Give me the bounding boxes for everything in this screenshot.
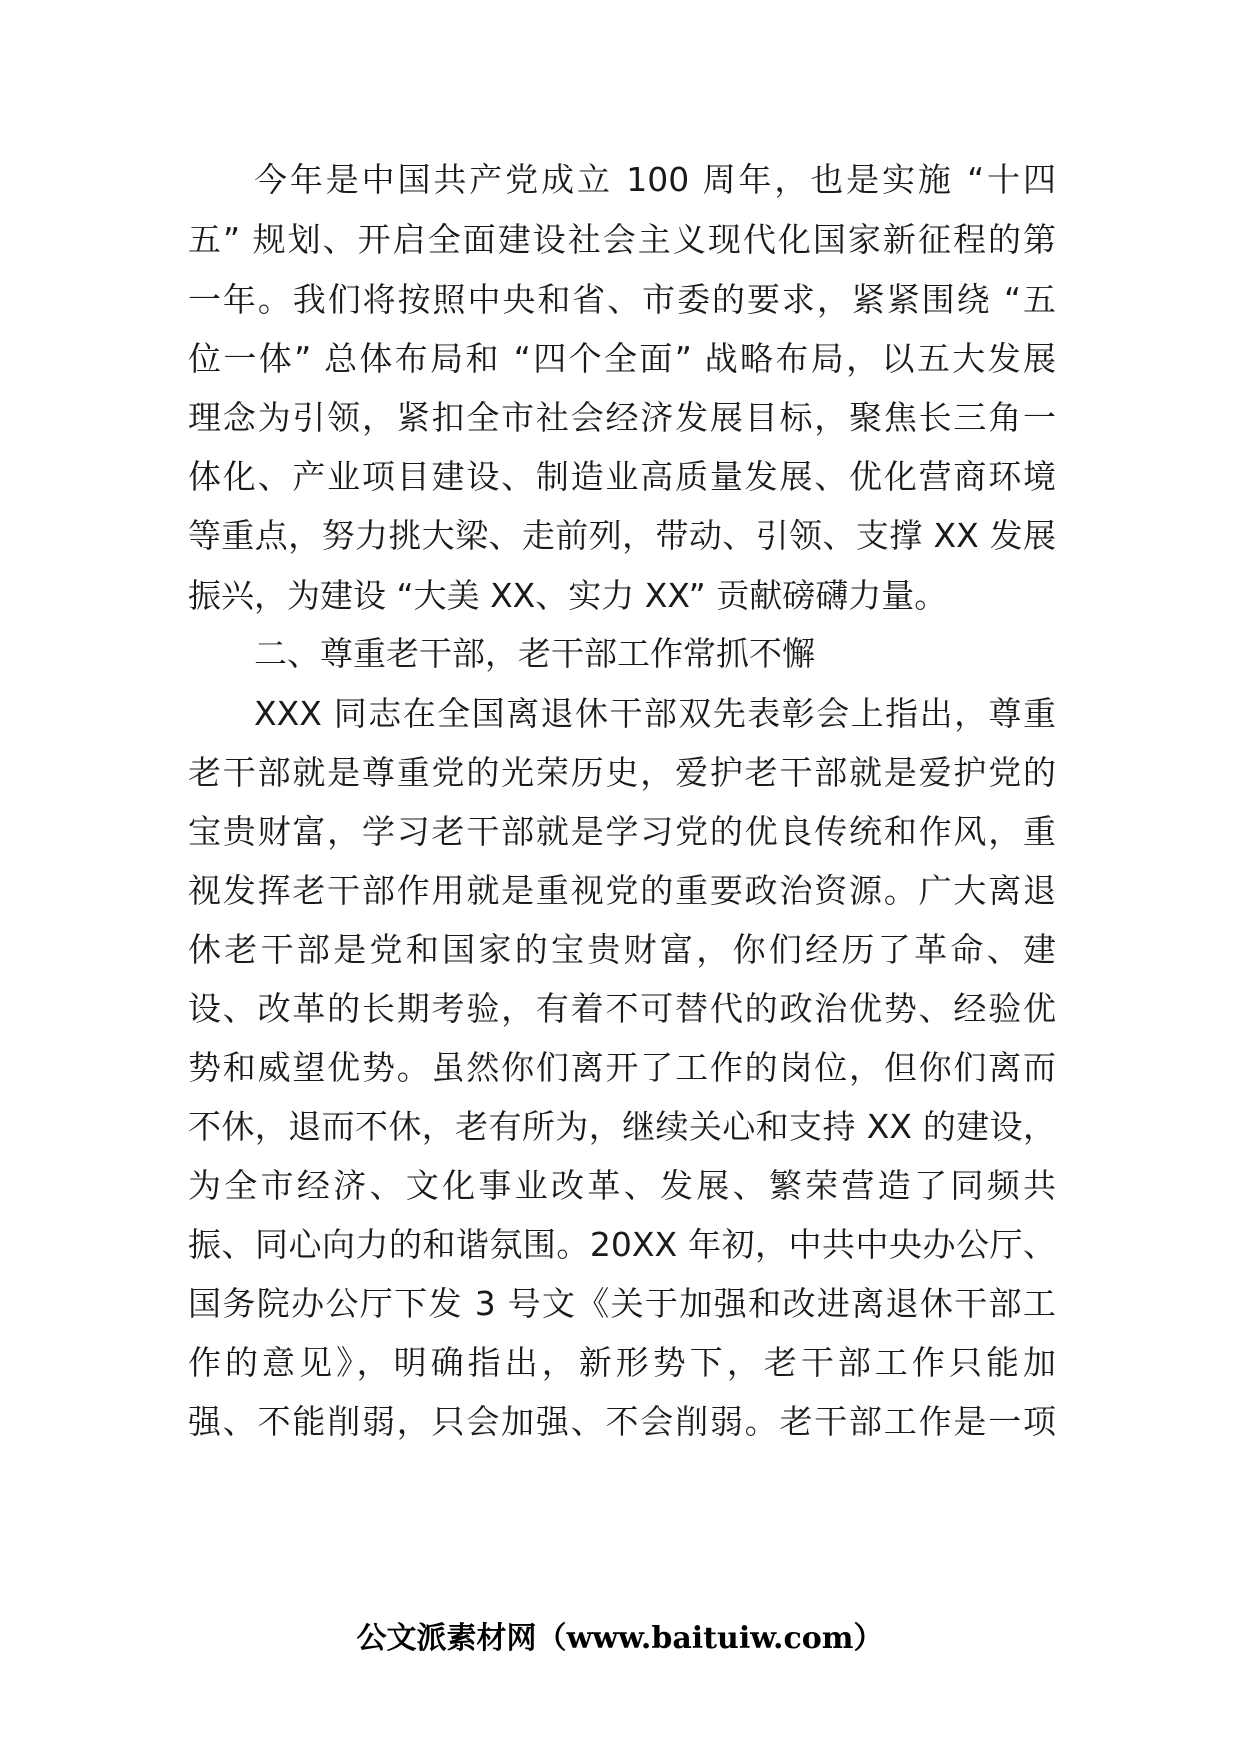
paragraph-2-line-10: 振、同心向力的和谐氛围。20XX 年初，中共中央办公厅、	[188, 1225, 1056, 1264]
paragraph-2-line-4: 视发挥老干部作用就是重视党的重要政治资源。广大离退	[188, 871, 1056, 910]
paragraph-1-line-3: 一年。我们将按照中央和省、市委的要求，紧紧围绕 “五	[188, 280, 1056, 319]
paragraph-2-line-6: 设、改革的长期考验，有着不可替代的政治优势、经验优	[188, 989, 1056, 1028]
paragraph-2-line-11: 国务院办公厅下发 3 号文《关于加强和改进离退休干部工	[188, 1284, 1056, 1323]
paragraph-2-line-7: 势和威望优势。虽然你们离开了工作的岗位，但你们离而	[188, 1048, 1056, 1087]
paragraph-1-line-6: 体化、产业项目建设、制造业高质量发展、优化营商环境	[188, 457, 1056, 496]
paragraph-2-line-2: 老干部就是尊重党的光荣历史，爱护老干部就是爱护党的	[188, 753, 1056, 792]
paragraph-2-line-3: 宝贵财富，学习老干部就是学习党的优良传统和作风，重	[188, 812, 1056, 851]
paragraph-2-line-9: 为全市经济、文化事业改革、发展、繁荣营造了同频共	[188, 1166, 1056, 1205]
paragraph-1-line-7: 等重点，努力挑大梁、走前列，带动、引领、支撑 XX 发展	[188, 516, 1056, 555]
paragraph-1-line-5: 理念为引领，紧扣全市社会经济发展目标，聚焦长三角一	[188, 398, 1056, 437]
paragraph-2-line-12: 作的意见》，明确指出，新形势下，老干部工作只能加	[188, 1343, 1056, 1382]
paragraph-2-line-1: XXX 同志在全国离退休干部双先表彰会上指出，尊重	[254, 694, 1056, 733]
paragraph-2-line-5: 休老干部是党和国家的宝贵财富，你们经历了革命、建	[188, 930, 1056, 969]
paragraph-1-line-1: 今年是中国共产党成立 100 周年，也是实施 “十四	[254, 160, 1056, 199]
paragraph-1-line-4: 位一体” 总体布局和 “四个全面” 战略布局，以五大发展	[188, 339, 1056, 378]
section-heading: 二、尊重老干部，老干部工作常抓不懈	[254, 634, 815, 673]
footer-source: 公文派素材网（www.baituiw.com）	[356, 1621, 884, 1656]
paragraph-1-line-2: 五” 规划、开启全面建设社会主义现代化国家新征程的第	[188, 220, 1056, 259]
paragraph-2-line-8: 不休，退而不休，老有所为，继续关心和支持 XX 的建设，	[188, 1107, 1056, 1146]
paragraph-2-line-13: 强、不能削弱，只会加强、不会削弱。老干部工作是一项	[188, 1402, 1056, 1441]
paragraph-1-line-8: 振兴，为建设 “大美 XX、实力 XX” 贡献磅礴力量。	[188, 576, 948, 615]
